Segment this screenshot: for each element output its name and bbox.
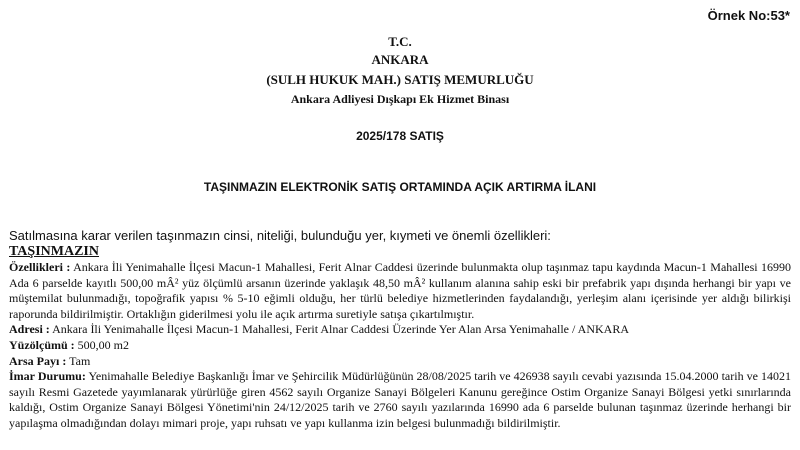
field-label: Yüzölçümü : [9, 337, 75, 352]
header-city: ANKARA [371, 52, 429, 67]
field-ozellikleri [9, 260, 791, 322]
section-heading: TAŞINMAZIN [9, 244, 99, 259]
field-imar-durumu [9, 369, 791, 431]
field-yuzolcumu [9, 338, 791, 354]
notice-title: TAŞINMAZIN ELEKTRONİK SATIŞ ORTAMINDA AÇIK ARTIRMA İLANI [203, 180, 597, 194]
field-label: İmar Durumu: [9, 369, 86, 384]
field-value: Yenimahalle Belediye Başkanlığı İmar ve Şehircilik Müdürlüğünün 28/08/2025 tarih ve 426938 sayılı cevabi yazısında 15.04.2000 tarih ve 14021 sayılı Resmi Gazetede yayımlanarak yürürlüğe giren 4562 sayılı Organize Sanayi Bölgeleri Kanunu gereğince Ostim Organize Sanayi Bölgesi yetki sınırlarında kaldığı, Ostim Organize Sanayi Bölgesi Yönetimi'nin 24/12/2025 tarih ve 2760 sayılı yazılarında 16990 ada 6 parselde bulunan taşınmaz üzerinde herhangi bir yapılaşma olmadığından dolayı mimari proje, yapı ruhsatı ve yapı kullanma izin belgesi bulunmadığı bildirilmiştir. [9, 369, 791, 430]
example-number: Örnek No:53* [707, 8, 790, 23]
field-value: Ankara İli Yenimahalle İlçesi Macun-1 Mahallesi, Ferit Alnar Caddesi üzerinde bulunmakta olup taşınmaz tapu kaydında Macun-1 Mahallesi 16990 Ada 6 parselde kayıtlı 500,00 mÂ² yüz ölçümlü arsanın üzerinde yaklaşık 48,50 mÂ² kullanım alanına sahip eski bir prefabrik yapı dışında herhangi bir yapı ve müştemilat bulunmadığı, topoğrafik yapısı % 5-10 eğimli olduğu, her türlü belediye hizmetlerinden faydalandığı, yerleşim alanı içerisinde yer aldığı bilirkişi raporunda bildirilmiştir. Ortaklığın giderilmesi yolu ile açık artırma suretiyle satışa çıkartılmıştır. [9, 260, 791, 321]
header-office: (SULH HUKUK MAH.) SATIŞ MEMURLUĞU [266, 72, 534, 87]
header-tc: T.C. [388, 34, 412, 49]
intro-text: Satılmasına karar verilen taşınmazın cinsi, niteliği, bulunduğu yer, kıymeti ve önemli özellikleri: [9, 228, 551, 243]
sale-number: 2025/178 SATIŞ [356, 129, 444, 143]
field-label: Özellikleri : [9, 260, 71, 274]
field-label: Arsa Payı : [9, 353, 67, 368]
field-value: Ankara İli Yenimahalle İlçesi Macun-1 Mahallesi, Ferit Alnar Caddesi Üzerinde Yer Alan Arsa Yenimahalle / ANKARA [52, 322, 630, 337]
property-details [9, 243, 791, 432]
field-value: Tam [69, 353, 91, 368]
field-arsa-payi [9, 354, 791, 370]
field-value: 500,00 m2 [77, 337, 130, 352]
header-building: Ankara Adliyesi Dışkapı Ek Hizmet Binası [290, 92, 510, 106]
document-header [0, 34, 800, 108]
field-label: Adresi : [9, 322, 50, 337]
field-adres [9, 322, 791, 338]
